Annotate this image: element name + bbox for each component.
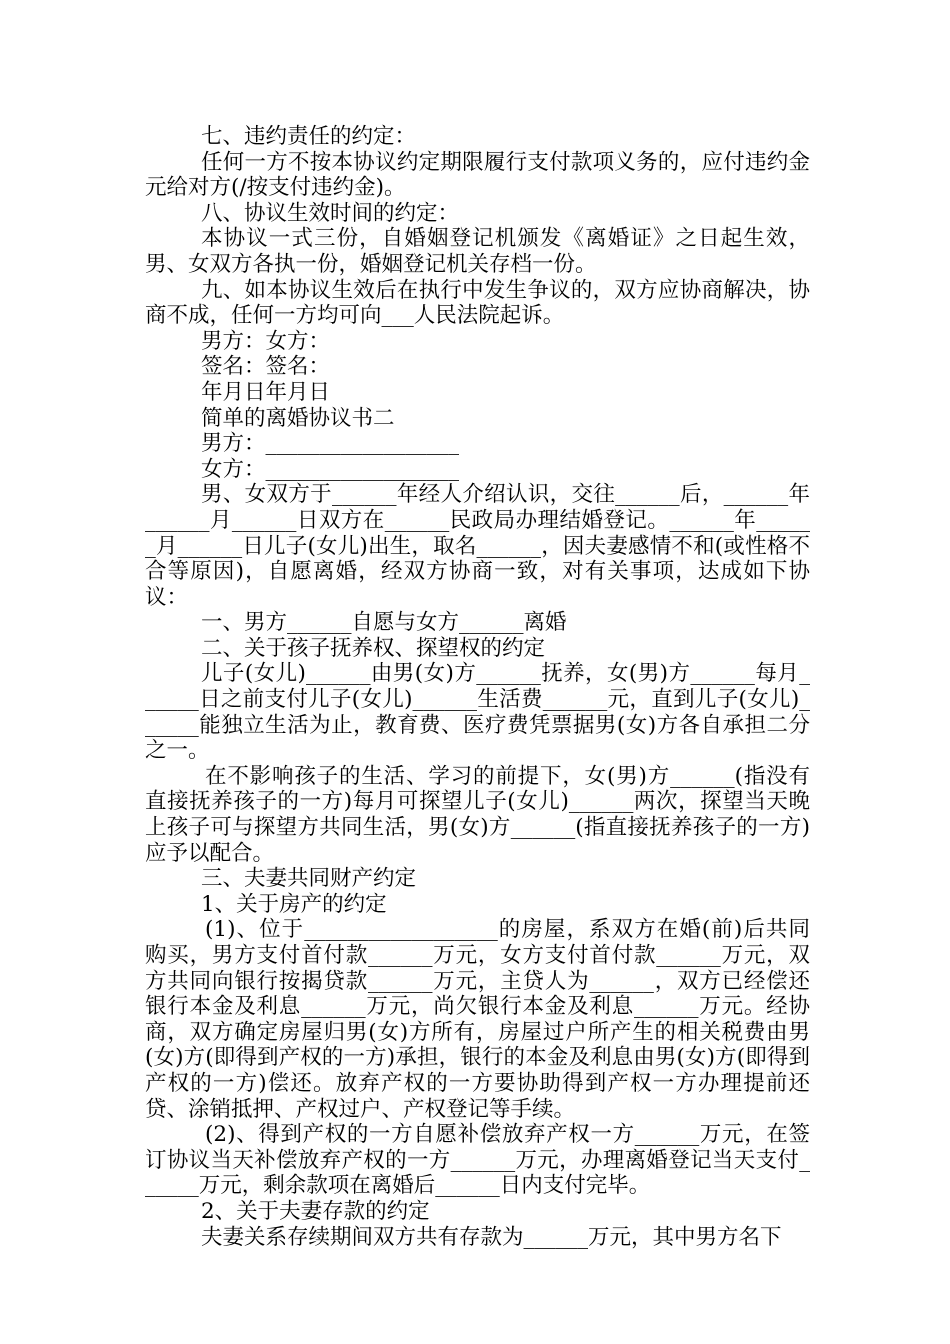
section-heading: 七、违约责任的约定：: [201, 124, 417, 149]
date-line: 年月日年月日: [201, 379, 331, 405]
subsection-heading: 1、关于房产的约定: [201, 891, 387, 917]
paragraph: 夫妻关系存续期间双方共有存款为______万元，其中男方名下: [201, 1224, 782, 1250]
section-heading: 二、关于孩子抚养权、探望权的约定: [201, 635, 546, 661]
party-field: 男方：__________________: [201, 431, 460, 457]
document-title: 简单的离婚协议书二: [201, 405, 395, 431]
paragraph: (2)、得到产权的一方自愿补偿放弃产权一方______万元，在签订协议当天补偿放弃产权的一方______万元，办理离婚登记当天支付______万元，剩余款项在离婚后______日内支付完毕。: [145, 1122, 810, 1199]
document-page: [145, 124, 810, 1250]
paragraph: 儿子(女儿)______由男(女)方______抚养，女(男)方______每月______日之前支付儿子(女儿)______生活费______元，直到儿子(女儿)______能独立生活为止，教育费、医疗费凭票据男(女)方各自承担二分之一。: [145, 661, 810, 764]
party-field: 女方：__________________: [201, 456, 460, 482]
section-heading: 一、男方______自愿与女方______离婚: [201, 610, 567, 636]
paragraph: 任何一方不按本协议约定期限履行支付款项义务的，应付违约金元给对方(/按支付违约金)。: [145, 149, 810, 201]
paragraph: 本协议一式三份，自婚姻登记机颁发《离婚证》之日起生效，男、女双方各执一份，婚姻登记机关存档一份。: [145, 226, 810, 277]
paragraph: 九、如本协议生效后在执行中发生争议的，双方应协商解决，协商不成，任何一方均可向___人民法院起诉。: [145, 277, 810, 329]
subsection-heading: 2、关于夫妻存款的约定: [201, 1198, 430, 1224]
paragraph: 在不影响孩子的生活、学习的前提下，女(男)方______(指没有直接抚养孩子的一方)每月可探望儿子(女儿)______两次，探望当天晚上孩子可与探望方共同生活，男(女)方______(指直接抚养孩子的一方)应予以配合。: [145, 763, 810, 866]
paragraph: (1)、位于__________________的房屋，系双方在婚(前)后共同购买，男方支付首付款______万元，女方支付首付款______万元，双方共同向银行按揭贷款______万元，主贷人为______，双方已经偿还银行本金及利息______万元，尚欠银行本金及利息______万元。经协商，双方确定房屋归男(女)方所有，房屋过户所产生的相关税费由男(女)方(即得到产权的一方)承担，银行的本金及利息由男(女)方(即得到产权的一方)偿还。放弃产权的一方要协助得到产权一方办理提前还贷、涂销抵押、产权过户、产权登记等手续。: [145, 917, 810, 1122]
signature-line: 男方：女方：: [201, 328, 331, 354]
paragraph: 男、女双方于______年经人介绍认识，交往______后，______年______月______日双方在______民政局办理结婚登记。______年______月______日儿子(女儿)出生，取名______，因夫妻感情不和(或性格不合等原因)，自愿离婚，经双方协商一致，对有关事项，达成如下协议：: [145, 482, 810, 610]
section-heading: 三、夫妻共同财产约定: [201, 866, 417, 892]
signature-line: 签名：签名：: [201, 354, 331, 380]
section-heading: 八、协议生效时间的约定：: [201, 200, 460, 226]
